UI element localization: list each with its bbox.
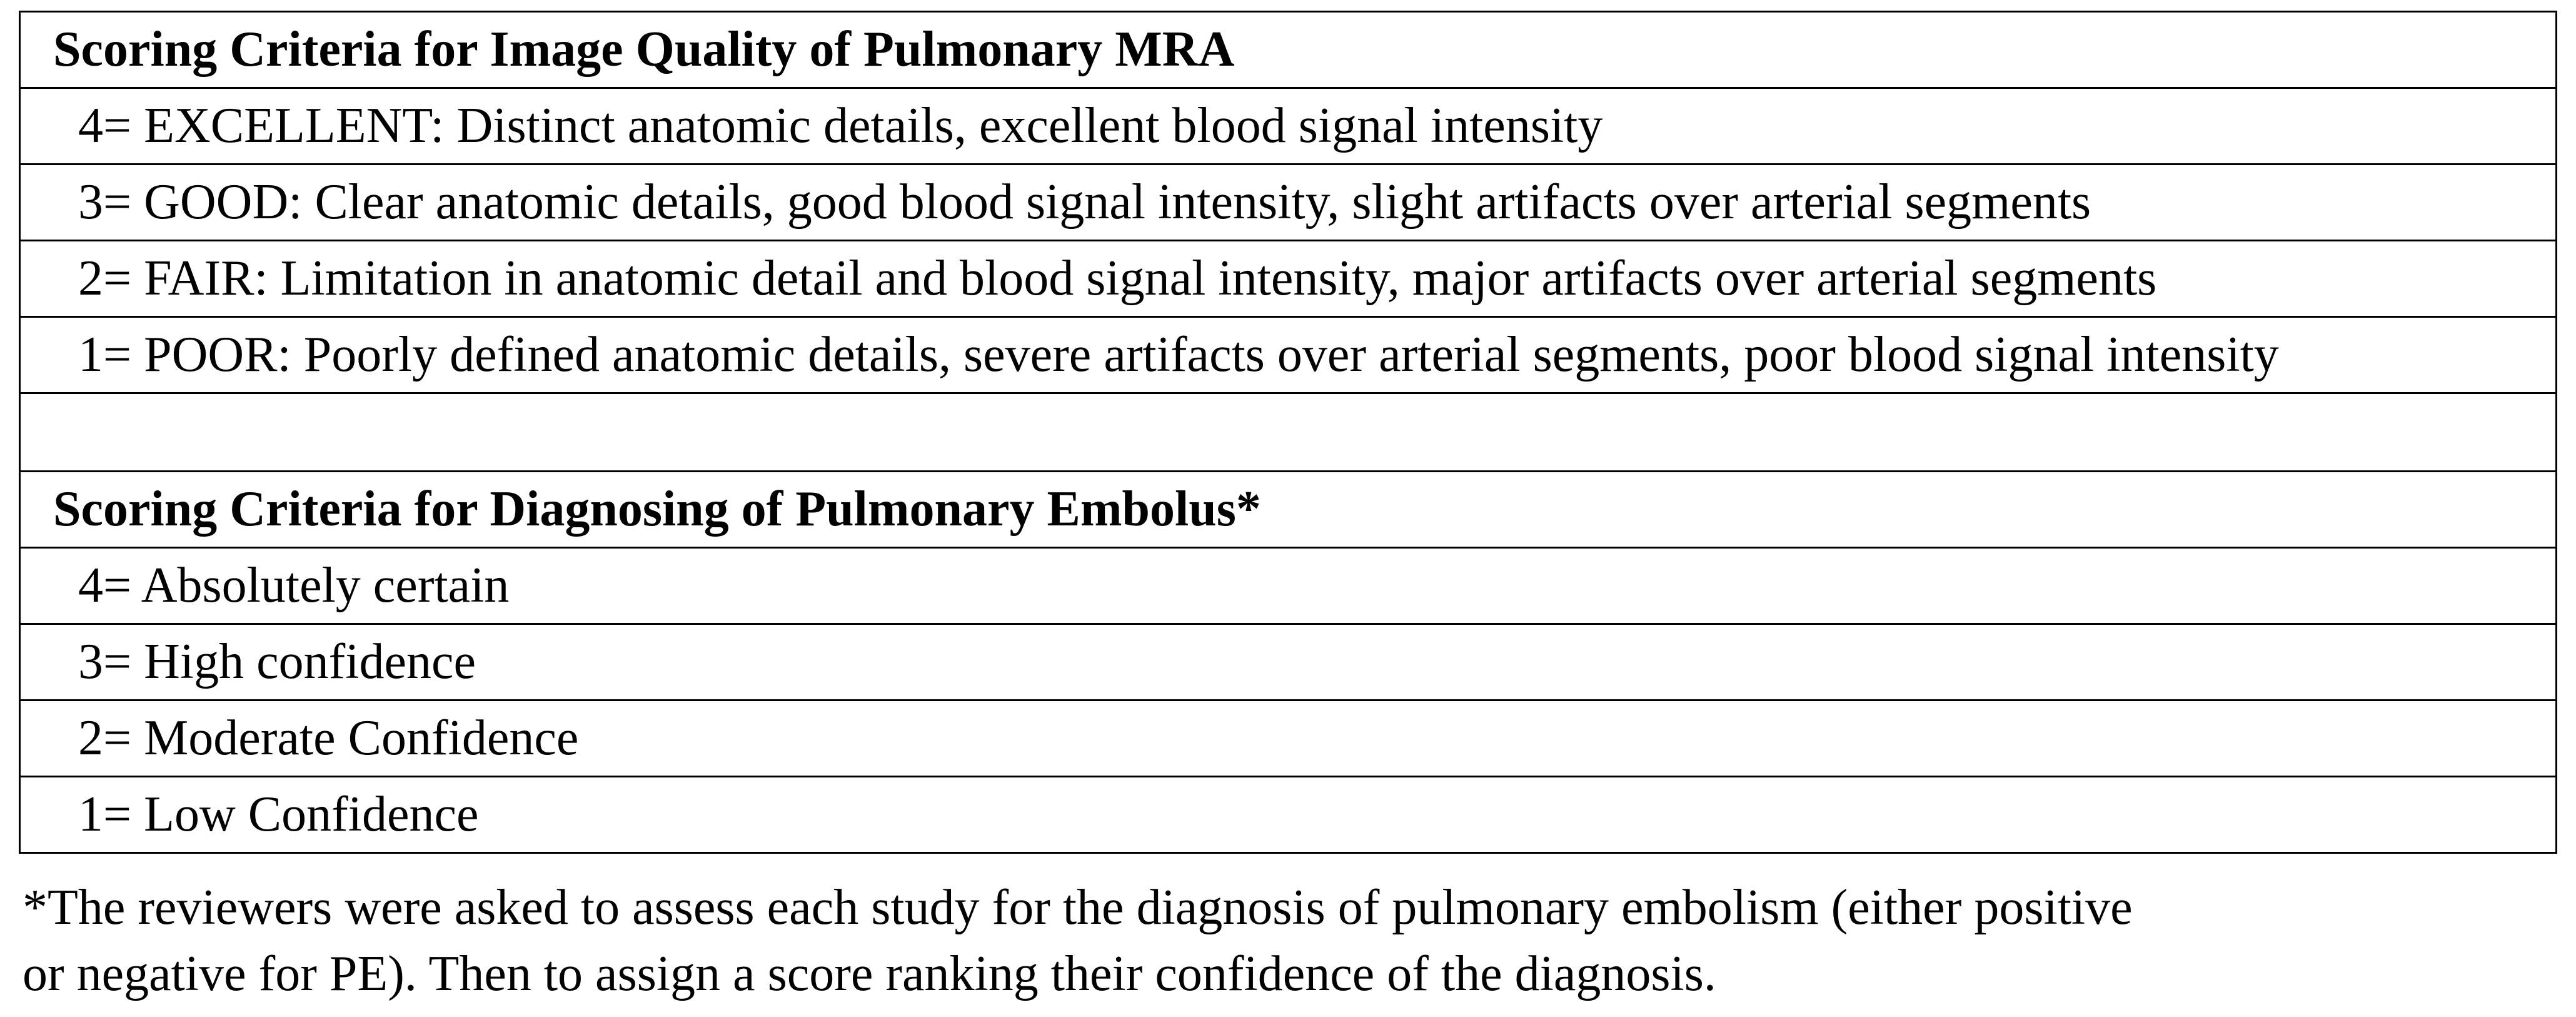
image-quality-score-1: 1= POOR: Poorly defined anatomic details, severe artifacts over arterial segments, poor blood signal intensity xyxy=(20,317,2557,393)
footnote xyxy=(23,874,2548,1007)
scoring-criteria-table xyxy=(19,11,2557,854)
diagnosis-score-3: 3= High confidence xyxy=(20,624,2557,701)
table-row xyxy=(20,393,2557,472)
image-quality-score-2: 2= FAIR: Limitation in anatomic detail and blood signal intensity, major artifacts over arterial segments xyxy=(20,241,2557,317)
table-row xyxy=(20,88,2557,164)
table-row xyxy=(20,472,2557,548)
footnote-line-1: *The reviewers were asked to assess each study for the diagnosis of pulmonary embolism (either positive xyxy=(23,880,2133,935)
table-row xyxy=(20,777,2557,853)
image-quality-heading: Scoring Criteria for Image Quality of Pulmonary MRA xyxy=(20,12,2557,88)
diagnosis-score-2: 2= Moderate Confidence xyxy=(20,701,2557,777)
footnote-line-2: or negative for PE). Then to assign a score ranking their confidence of the diagnosis. xyxy=(23,946,1716,1001)
table-row xyxy=(20,12,2557,88)
image-quality-score-3: 3= GOOD: Clear anatomic details, good blood signal intensity, slight artifacts over arterial segments xyxy=(20,164,2557,241)
image-quality-score-4: 4= EXCELLENT: Distinct anatomic details, excellent blood signal intensity xyxy=(20,88,2557,164)
diagnosis-score-4: 4= Absolutely certain xyxy=(20,548,2557,624)
table-row xyxy=(20,548,2557,624)
table-row xyxy=(20,317,2557,393)
table-row xyxy=(20,164,2557,241)
table-row xyxy=(20,701,2557,777)
diagnosis-score-1: 1= Low Confidence xyxy=(20,777,2557,853)
table-row xyxy=(20,624,2557,701)
diagnosis-heading: Scoring Criteria for Diagnosing of Pulmonary Embolus* xyxy=(20,472,2557,548)
blank-spacer-row xyxy=(20,393,2557,472)
table-row xyxy=(20,241,2557,317)
